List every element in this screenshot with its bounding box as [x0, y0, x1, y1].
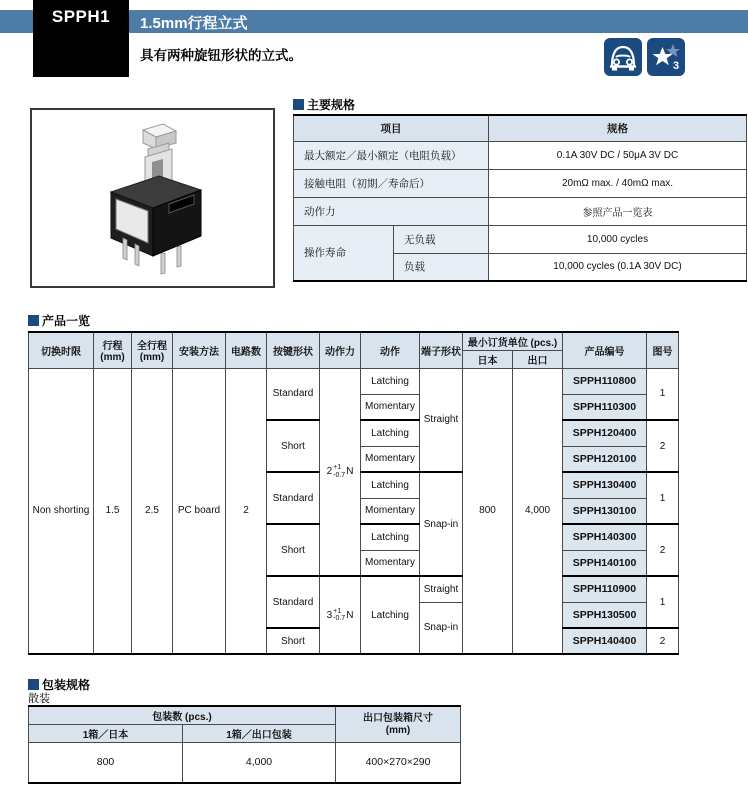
cell-knob: Short	[267, 628, 320, 654]
cell-part-number: SPPH130500	[563, 602, 647, 628]
cell-part-number: SPPH110800	[563, 368, 647, 394]
main-spec-table	[293, 114, 747, 282]
pack-box-size: 400×270×290	[336, 743, 461, 783]
cell-circuits: 2	[226, 368, 267, 654]
col-moq: 最小订货单位 (pcs.)	[463, 332, 563, 350]
col-full-travel: 全行程 (mm)	[132, 332, 173, 368]
page-subtitle: 具有两种旋钮形状的立式。	[140, 48, 302, 63]
cell-knob: Short	[267, 524, 320, 576]
cell-knob: Standard	[267, 472, 320, 524]
pack-export-col: 1箱／出口包装	[183, 725, 336, 743]
main-spec-section-title: 主要规格	[293, 96, 355, 113]
product-photo-frame	[30, 108, 275, 288]
col-circuits: 电路数	[226, 332, 267, 368]
pack-qty-header: 包装数 (pcs.)	[29, 706, 336, 725]
spec-row-label: 接触电阻（初期／寿命后）	[294, 169, 489, 197]
col-switching: 切换时限	[29, 332, 94, 368]
cell-terminal: Snap-in	[420, 472, 463, 576]
spec-life-sublabel: 负载	[394, 253, 489, 281]
cell-knob: Short	[267, 420, 320, 472]
spec-row-value: 0.1A 30V DC / 50μA 3V DC	[489, 141, 747, 169]
col-moq-japan: 日本	[463, 350, 513, 368]
spec-header-spec: 规格	[489, 115, 747, 141]
cell-terminal: Straight	[420, 576, 463, 602]
col-terminal: 端子形状	[420, 332, 463, 368]
cell-figure: 2	[647, 524, 679, 576]
packaging-subsection-label: 散装	[28, 693, 50, 705]
cell-knob: Standard	[267, 576, 320, 628]
cell-moq-japan: 800	[463, 368, 513, 654]
cell-action: Momentary	[361, 498, 420, 524]
col-figure: 图号	[647, 332, 679, 368]
pack-japan-qty: 800	[29, 743, 183, 783]
grade-badges	[604, 38, 685, 81]
cell-moq-export: 4,000	[513, 368, 563, 654]
spec-life-label: 操作寿命	[294, 225, 394, 281]
cell-part-number: SPPH140400	[563, 628, 647, 654]
cell-part-number: SPPH110900	[563, 576, 647, 602]
cell-figure: 2	[647, 420, 679, 472]
cell-part-number: SPPH140100	[563, 550, 647, 576]
spec-row-label: 动作力	[294, 197, 489, 225]
spec-life-value: 10,000 cycles	[489, 225, 747, 253]
col-travel: 行程 (mm)	[94, 332, 132, 368]
cell-force-3n: 3 +1 -0.7 N	[320, 576, 361, 654]
col-mounting: 安装方法	[173, 332, 226, 368]
pack-export-qty: 4,000	[183, 743, 336, 783]
cell-figure: 1	[647, 576, 679, 628]
packaging-section-title: 包装规格	[28, 676, 90, 693]
spec-life-value: 10,000 cycles (0.1A 30V DC)	[489, 253, 747, 281]
cell-part-number: SPPH140300	[563, 524, 647, 550]
star-rating-icon	[647, 38, 685, 81]
cell-switching: Non shorting	[29, 368, 94, 654]
cell-part-number: SPPH130100	[563, 498, 647, 524]
col-force: 动作力	[320, 332, 361, 368]
col-part-number: 产品编号	[563, 332, 647, 368]
star-badge-number: 3	[673, 60, 680, 72]
cell-action: Latching	[361, 368, 420, 394]
product-list-section-title: 产品一览	[28, 312, 90, 329]
cell-action: Momentary	[361, 550, 420, 576]
spec-row-value: 参照产品一览表	[489, 197, 747, 225]
cell-action: Momentary	[361, 446, 420, 472]
spec-header-item: 项目	[294, 115, 489, 141]
push-switch-illustration	[73, 116, 233, 280]
pack-size-header: 出口包装箱尺寸 (mm)	[336, 706, 461, 743]
cell-action: Latching	[361, 524, 420, 550]
cell-action: Latching	[361, 420, 420, 446]
spec-life-sublabel: 无负载	[394, 225, 489, 253]
cell-force-2n: 2 +1 -0.7 N	[320, 368, 361, 576]
model-name: SPPH1	[51, 7, 111, 26]
section-bullet-icon	[28, 679, 39, 690]
product-list-table	[28, 331, 679, 655]
automotive-icon	[604, 38, 642, 81]
col-moq-export: 出口	[513, 350, 563, 368]
cell-figure: 1	[647, 368, 679, 420]
section-bullet-icon	[28, 315, 39, 326]
model-box	[33, 0, 129, 77]
cell-part-number: SPPH120400	[563, 420, 647, 446]
cell-terminal: Snap-in	[420, 602, 463, 654]
cell-part-number: SPPH120100	[563, 446, 647, 472]
col-knob: 按键形状	[267, 332, 320, 368]
page-title: 1.5mm行程立式	[140, 15, 248, 32]
cell-action: Latching	[361, 472, 420, 498]
pack-japan-col: 1箱／日本	[29, 725, 183, 743]
cell-part-number: SPPH130400	[563, 472, 647, 498]
cell-travel: 1.5	[94, 368, 132, 654]
cell-knob: Standard	[267, 368, 320, 420]
cell-action: Momentary	[361, 394, 420, 420]
packaging-table	[28, 705, 461, 784]
cell-figure: 1	[647, 472, 679, 524]
section-bullet-icon	[293, 99, 304, 110]
cell-action: Latching	[361, 576, 420, 654]
cell-figure: 2	[647, 628, 679, 654]
col-action: 动作	[361, 332, 420, 368]
cell-full-travel: 2.5	[132, 368, 173, 654]
cell-terminal: Straight	[420, 368, 463, 472]
cell-mounting: PC board	[173, 368, 226, 654]
spec-row-label: 最大额定／最小额定（电阻负载）	[294, 141, 489, 169]
cell-part-number: SPPH110300	[563, 394, 647, 420]
spec-row-value: 20mΩ max. / 40mΩ max.	[489, 169, 747, 197]
